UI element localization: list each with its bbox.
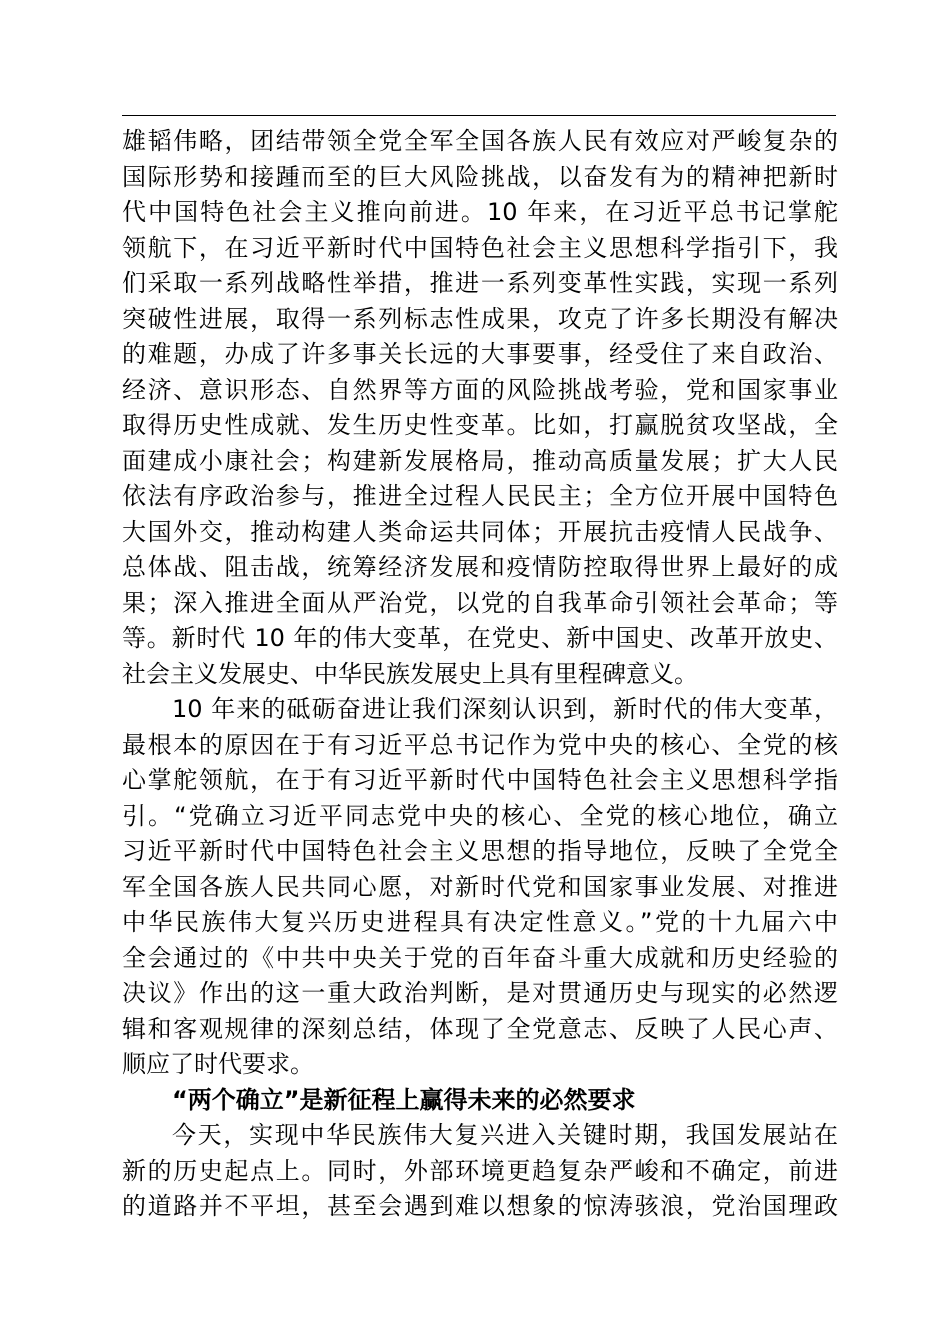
text-line: 心掌舵领航，在于有习近平新时代中国特色社会主义思想科学指 [122, 766, 838, 794]
text-line: 习近平新时代中国特色社会主义思想的指导地位，反映了全党全 [122, 837, 838, 865]
paragraph-1 [122, 124, 838, 692]
text-line: 大国外交，推动构建人类命运共同体；开展抗击疫情人民战争、 [122, 517, 838, 546]
text-line: 突破性进展，取得一系列标志性成果，攻克了许多长期没有解决 [122, 304, 838, 333]
text-line: 社会主义发展史、中华民族发展史上具有里程碑意义。 [122, 659, 698, 688]
text-line: 果；深入推进全面从严治党，以党的自我革命引领社会革命；等 [122, 588, 838, 617]
text-line: 雄韬伟略，团结带领全党全军全国各族人民有效应对严峻复杂的 [122, 127, 838, 155]
text-line: 取得历史性成就、发生历史性变革。比如，打赢脱贫攻坚战，全 [122, 411, 838, 439]
text-line: 中华民族伟大复兴历史进程具有决定性意义。”党的十九届六中 [122, 908, 838, 936]
text-line: 的难题，办成了许多事关长远的大事要事，经受住了来自政治、 [122, 340, 838, 368]
section-heading: “两个确立”是新征程上赢得未来的必然要求 [172, 1085, 636, 1114]
text-line: 辑和客观规律的深刻总结，体现了全党意志、反映了人民心声、 [122, 1014, 838, 1043]
text-line: 引。“党确立习近平同志党中央的核心、全党的核心地位，确立 [122, 801, 838, 830]
text-line: 顺应了时代要求。 [122, 1050, 314, 1078]
paragraph-2 [122, 692, 838, 1083]
text-line: 领航下，在习近平新时代中国特色社会主义思想科学指引下，我 [122, 233, 838, 262]
header-rule [122, 115, 836, 116]
text-line: 面建成小康社会；构建新发展格局，推动高质量发展；扩大人民 [122, 446, 838, 475]
text-line: 总体战、阻击战，统筹经济发展和疫情防控取得世界上最好的成 [122, 553, 838, 581]
body-text [122, 124, 838, 1225]
text-line: 依法有序政治参与，推进全过程人民民主；全方位开展中国特色 [122, 482, 838, 510]
text-line: 军全国各族人民共同心愿，对新时代党和国家事业发展、对推进 [122, 872, 838, 901]
text-line: 等。新时代 10 年的伟大变革，在党史、新中国史、改革开放史、 [122, 624, 838, 652]
text-line: 代中国特色社会主义推向前进。10 年来，在习近平总书记掌舵 [122, 198, 838, 226]
text-line: 全会通过的《中共中央关于党的百年奋斗重大成就和历史经验的 [122, 943, 838, 972]
paragraph-3 [122, 1118, 838, 1225]
text-line: 决议》作出的这一重大政治判断，是对贯通历史与现实的必然逻 [122, 979, 838, 1007]
text-line: 10 年来的砥砺奋进让我们深刻认识到，新时代的伟大变革， [172, 695, 838, 723]
text-line: 国际形势和接踵而至的巨大风险挑战，以奋发有为的精神把新时 [122, 162, 838, 191]
text-line: 今天，实现中华民族伟大复兴进入关键时期，我国发展站在 [172, 1121, 838, 1149]
text-line: 们采取一系列战略性举措，推进一系列变革性实践，实现一系列 [122, 269, 838, 297]
text-line: 经济、意识形态、自然界等方面的风险挑战考验，党和国家事业 [122, 375, 838, 404]
text-line: 最根本的原因在于有习近平总书记作为党中央的核心、全党的核 [122, 730, 838, 759]
text-line: 新的历史起点上。同时，外部环境更趋复杂严峻和不确定，前进 [122, 1156, 838, 1185]
text-line: 的道路并不平坦，甚至会遇到难以想象的惊涛骇浪，党治国理政 [122, 1192, 838, 1220]
